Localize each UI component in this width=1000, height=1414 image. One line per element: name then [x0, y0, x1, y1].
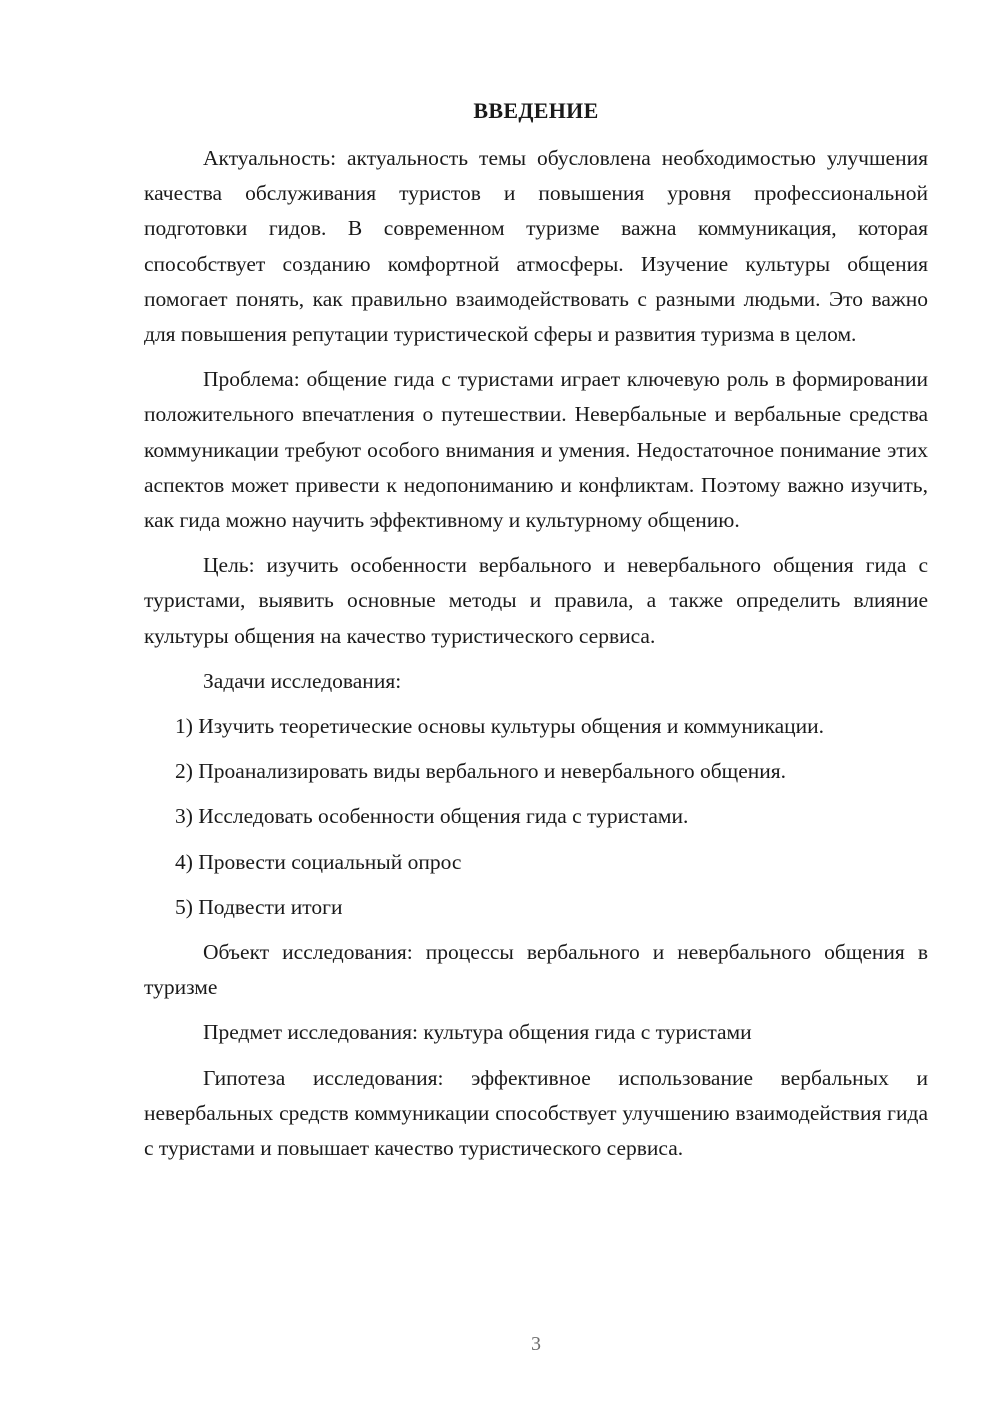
document-body	[144, 141, 928, 1176]
object-paragraph: Объект исследования: процессы вербального и невербального общения в туризме	[144, 940, 928, 1000]
list-item: 4) Провести социальный опрос	[175, 849, 462, 874]
hypothesis-paragraph: Гипотеза исследования: эффективное использование вербальных и невербальных средств коммуникации способствует улучшению взаимодействия гида с туристами и повышает качество туристического сервиса.	[144, 1065, 928, 1161]
list-item: 3) Исследовать особенности общения гида с туристами.	[175, 804, 689, 829]
tasks-intro: Задачи исследования:	[203, 668, 402, 693]
list-item: 2) Проанализировать виды вербального и невербального общения.	[175, 759, 787, 784]
subject-paragraph: Предмет исследования: культура общения гида с туристами	[203, 1020, 752, 1045]
page-number: 3	[531, 1333, 541, 1355]
list-item: 5) Подвести итоги	[175, 894, 343, 919]
relevance-paragraph: Актуальность: актуальность темы обусловлена необходимостью улучшения качества обслуживания туристов и повышения уровня профессиональной подготовки гидов. В современном туризме важна коммуникация, которая способствует созданию комфортной атмосферы. Изучение культуры общения помогает понять, как правильно взаимодействовать с разными людьми. Это важно для повышения репутации туристической сферы и развития туризма в целом.	[144, 146, 928, 347]
page-title: ВВЕДЕНИЕ	[473, 98, 599, 123]
list-item: 1) Изучить теоретические основы культуры общения и коммуникации.	[175, 714, 824, 739]
tasks-list	[144, 709, 928, 925]
goal-paragraph: Цель: изучить особенности вербального и невербального общения гида с туристами, выявить основные методы и правила, а также определить влияние культуры общения на качество туристического сервиса.	[144, 553, 928, 648]
problem-paragraph: Проблема: общение гида с туристами играет ключевую роль в формировании положительного впечатления о путешествии. Невербальные и вербальные средства коммуникации требуют особого внимания и умения. Недостаточное понимание этих аспектов может привести к недопониманию и конфликтам. Поэтому важно изучить, как гида можно научить эффективному и культурному общению.	[144, 367, 928, 533]
